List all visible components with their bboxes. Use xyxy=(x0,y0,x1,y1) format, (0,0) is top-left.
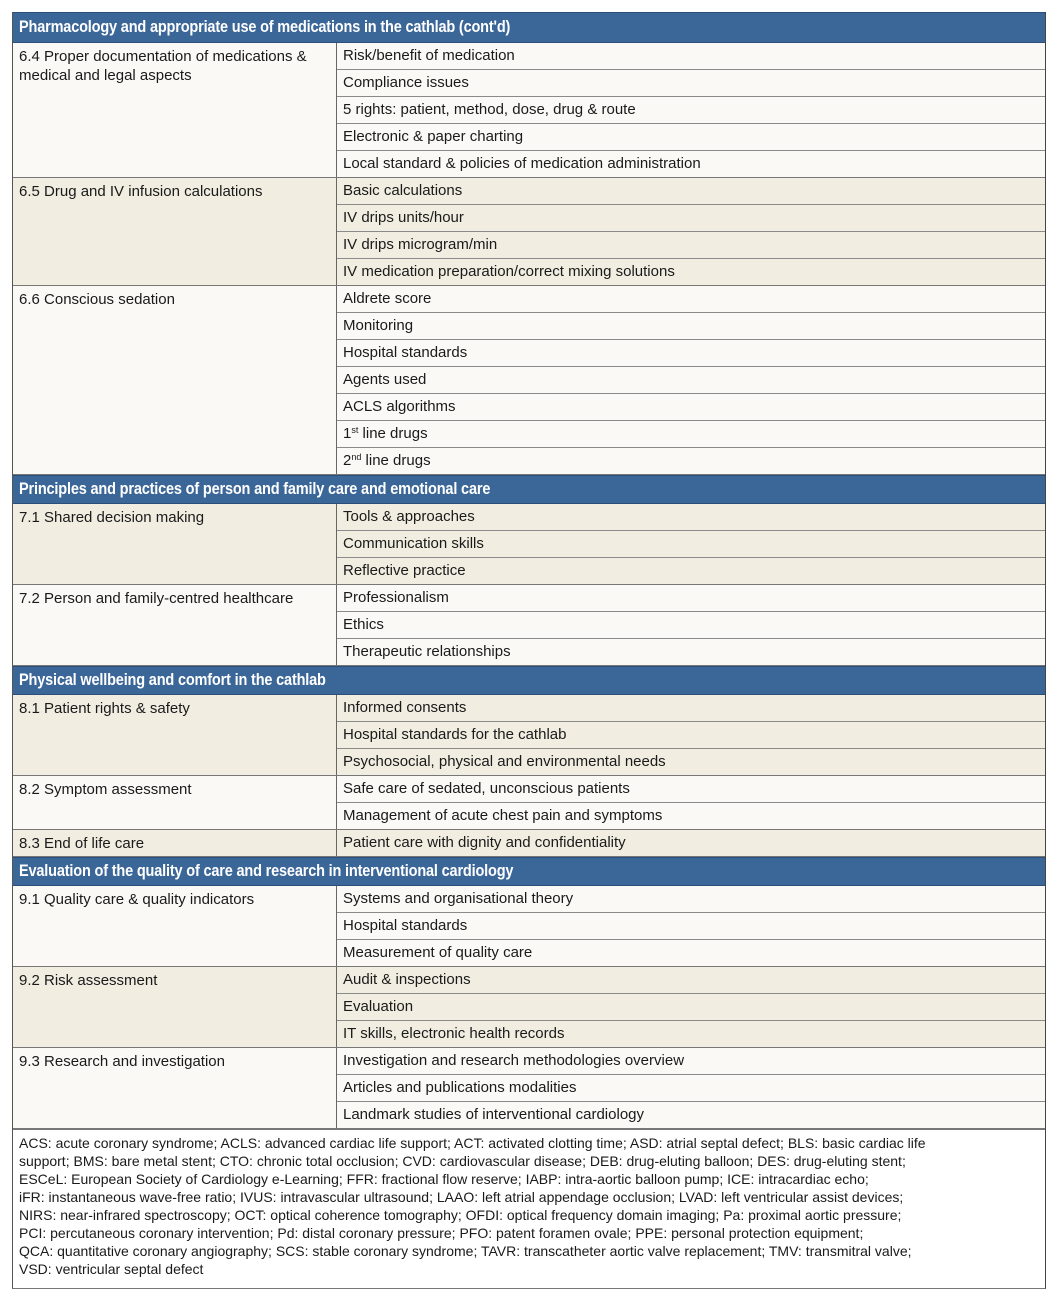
subtopic-cell: IT skills, electronic health records xyxy=(343,1025,565,1042)
subtopic-cell: Psychosocial, physical and environmental needs xyxy=(343,753,666,770)
abbreviations-footnote xyxy=(13,1129,1045,1288)
subtopic-cell: Patient care with dignity and confidentiality xyxy=(343,834,626,851)
subtopic-cell: ACLS algorithms xyxy=(337,394,1045,421)
topic-group xyxy=(13,504,1045,585)
footnote-line: iFR: instantaneous wave-free ratio; IVUS: intravascular ultrasound; LAAO: left atrial appendage occlusion; LVAD: left ventricular assist devices; xyxy=(19,1189,904,1205)
subtopic-list xyxy=(337,585,1045,665)
subtopic-cell: Electronic & paper charting xyxy=(337,124,1045,151)
section-title: Pharmacology and appropriate use of medications in the cathlab (cont'd) xyxy=(19,18,511,36)
topic-group xyxy=(13,585,1045,666)
topic-cell: 6.4 Proper documentation of medications & medical and legal aspects xyxy=(13,43,337,177)
footnote-line: NIRS: near-infrared spectroscopy; OCT: optical coherence tomography; OFDI: optical frequency domain imaging; Pa: proximal aortic pressure; xyxy=(19,1207,902,1223)
subtopic-cell: Reflective practice xyxy=(343,562,466,579)
subtopic-cell: Ethics xyxy=(337,612,1045,639)
subtopic-list xyxy=(337,776,1045,829)
subtopic-list xyxy=(337,695,1045,775)
subtopic-list xyxy=(337,1048,1045,1128)
topic-group xyxy=(13,178,1045,286)
subtopic-cell: Agents used xyxy=(337,367,1045,394)
subtopic-cell: Hospital standards xyxy=(337,913,1045,940)
subtopic-cell: Measurement of quality care xyxy=(343,944,533,961)
subtopic-cell: Hospital standards xyxy=(337,340,1045,367)
footnote-line: ACS: acute coronary syndrome; ACLS: advanced cardiac life support; ACT: activated clotting time; ASD: atrial septal defect; BLS: basic cardiac life xyxy=(19,1135,926,1151)
section-header xyxy=(13,12,1045,43)
section-header xyxy=(13,857,1045,886)
subtopic-cell: Risk/benefit of medication xyxy=(337,43,1045,70)
topic-cell: 9.3 Research and investigation xyxy=(13,1048,337,1128)
subtopic-cell: Aldrete score xyxy=(337,286,1045,313)
subtopic-cell: Tools & approaches xyxy=(337,504,1045,531)
subtopic-cell: IV drips units/hour xyxy=(337,205,1045,232)
topic-group xyxy=(13,1048,1045,1129)
subtopic-list xyxy=(337,504,1045,584)
topic-group xyxy=(13,695,1045,776)
subtopic-cell: Professionalism xyxy=(337,585,1045,612)
subtopic-cell: IV drips microgram/min xyxy=(337,232,1045,259)
subtopic-cell: Investigation and research methodologies overview xyxy=(337,1048,1045,1075)
footnote-line: ESCeL: European Society of Cardiology e-Learning; FFR: fractional flow reserve; IABP: intra-aortic balloon pump; ICE: intracardiac echo; xyxy=(19,1171,869,1187)
topic-cell: 7.2 Person and family-centred healthcare xyxy=(13,585,337,665)
subtopic-list xyxy=(337,967,1045,1047)
topic-group xyxy=(13,43,1045,178)
subtopic-cell: Audit & inspections xyxy=(337,967,1045,994)
topic-group xyxy=(13,776,1045,830)
footnote-line: QCA: quantitative coronary angiography; SCS: stable coronary syndrome; TAVR: transcatheter aortic valve replacement; TMV: transmitral valve; xyxy=(19,1243,912,1259)
footnote-line: VSD: ventricular septal defect xyxy=(19,1261,204,1277)
subtopic-cell: Management of acute chest pain and symptoms xyxy=(343,807,663,824)
subtopic-cell: Hospital standards for the cathlab xyxy=(337,722,1045,749)
subtopic-cell: Evaluation xyxy=(337,994,1045,1021)
subtopic-cell: 2nd line drugs xyxy=(343,452,431,469)
subtopic-cell: Systems and organisational theory xyxy=(337,886,1045,913)
section-title: Physical wellbeing and comfort in the cathlab xyxy=(19,671,326,689)
topic-cell: 9.2 Risk assessment xyxy=(13,967,337,1047)
topic-group xyxy=(13,830,1045,857)
topic-cell: 8.3 End of life care xyxy=(13,830,337,856)
subtopic-list xyxy=(337,886,1045,966)
section-header xyxy=(13,475,1045,504)
subtopic-cell: 1st line drugs xyxy=(337,421,1045,448)
topic-cell: 6.6 Conscious sedation xyxy=(13,286,337,474)
subtopic-cell: Therapeutic relationships xyxy=(343,643,511,660)
subtopic-cell: Informed consents xyxy=(337,695,1045,722)
topic-cell: 7.1 Shared decision making xyxy=(13,504,337,584)
topic-group xyxy=(13,886,1045,967)
topic-cell: 8.1 Patient rights & safety xyxy=(13,695,337,775)
curriculum-table xyxy=(12,12,1046,1289)
subtopic-cell: Local standard & policies of medication administration xyxy=(343,155,701,172)
topic-group xyxy=(13,286,1045,475)
subtopic-cell: Compliance issues xyxy=(337,70,1045,97)
subtopic-cell: IV medication preparation/correct mixing solutions xyxy=(343,263,675,280)
subtopic-cell: Safe care of sedated, unconscious patients xyxy=(337,776,1045,803)
topic-group xyxy=(13,967,1045,1048)
section-title: Principles and practices of person and family care and emotional care xyxy=(19,480,491,498)
topic-cell: 6.5 Drug and IV infusion calculations xyxy=(13,178,337,285)
subtopic-list xyxy=(337,286,1045,474)
footnote-line: support; BMS: bare metal stent; CTO: chronic total occlusion; CVD: cardiovascular disease; DEB: drug-eluting balloon; DES: drug-eluting stent; xyxy=(19,1153,906,1169)
subtopic-list xyxy=(337,43,1045,177)
subtopic-list xyxy=(337,178,1045,285)
subtopic-cell: Basic calculations xyxy=(337,178,1045,205)
section-title: Evaluation of the quality of care and research in interventional cardiology xyxy=(19,862,514,880)
topic-cell: 8.2 Symptom assessment xyxy=(13,776,337,829)
topic-cell: 9.1 Quality care & quality indicators xyxy=(13,886,337,966)
subtopic-cell: 5 rights: patient, method, dose, drug & route xyxy=(337,97,1045,124)
section-header xyxy=(13,666,1045,695)
subtopic-cell: Communication skills xyxy=(337,531,1045,558)
subtopic-list xyxy=(337,830,1045,856)
subtopic-cell: Landmark studies of interventional cardiology xyxy=(343,1106,645,1123)
subtopic-cell: Articles and publications modalities xyxy=(337,1075,1045,1102)
subtopic-cell: Monitoring xyxy=(337,313,1045,340)
footnote-line: PCI: percutaneous coronary intervention; Pd: distal coronary pressure; PFO: patent foramen ovale; PPE: personal protection equipment; xyxy=(19,1225,864,1241)
